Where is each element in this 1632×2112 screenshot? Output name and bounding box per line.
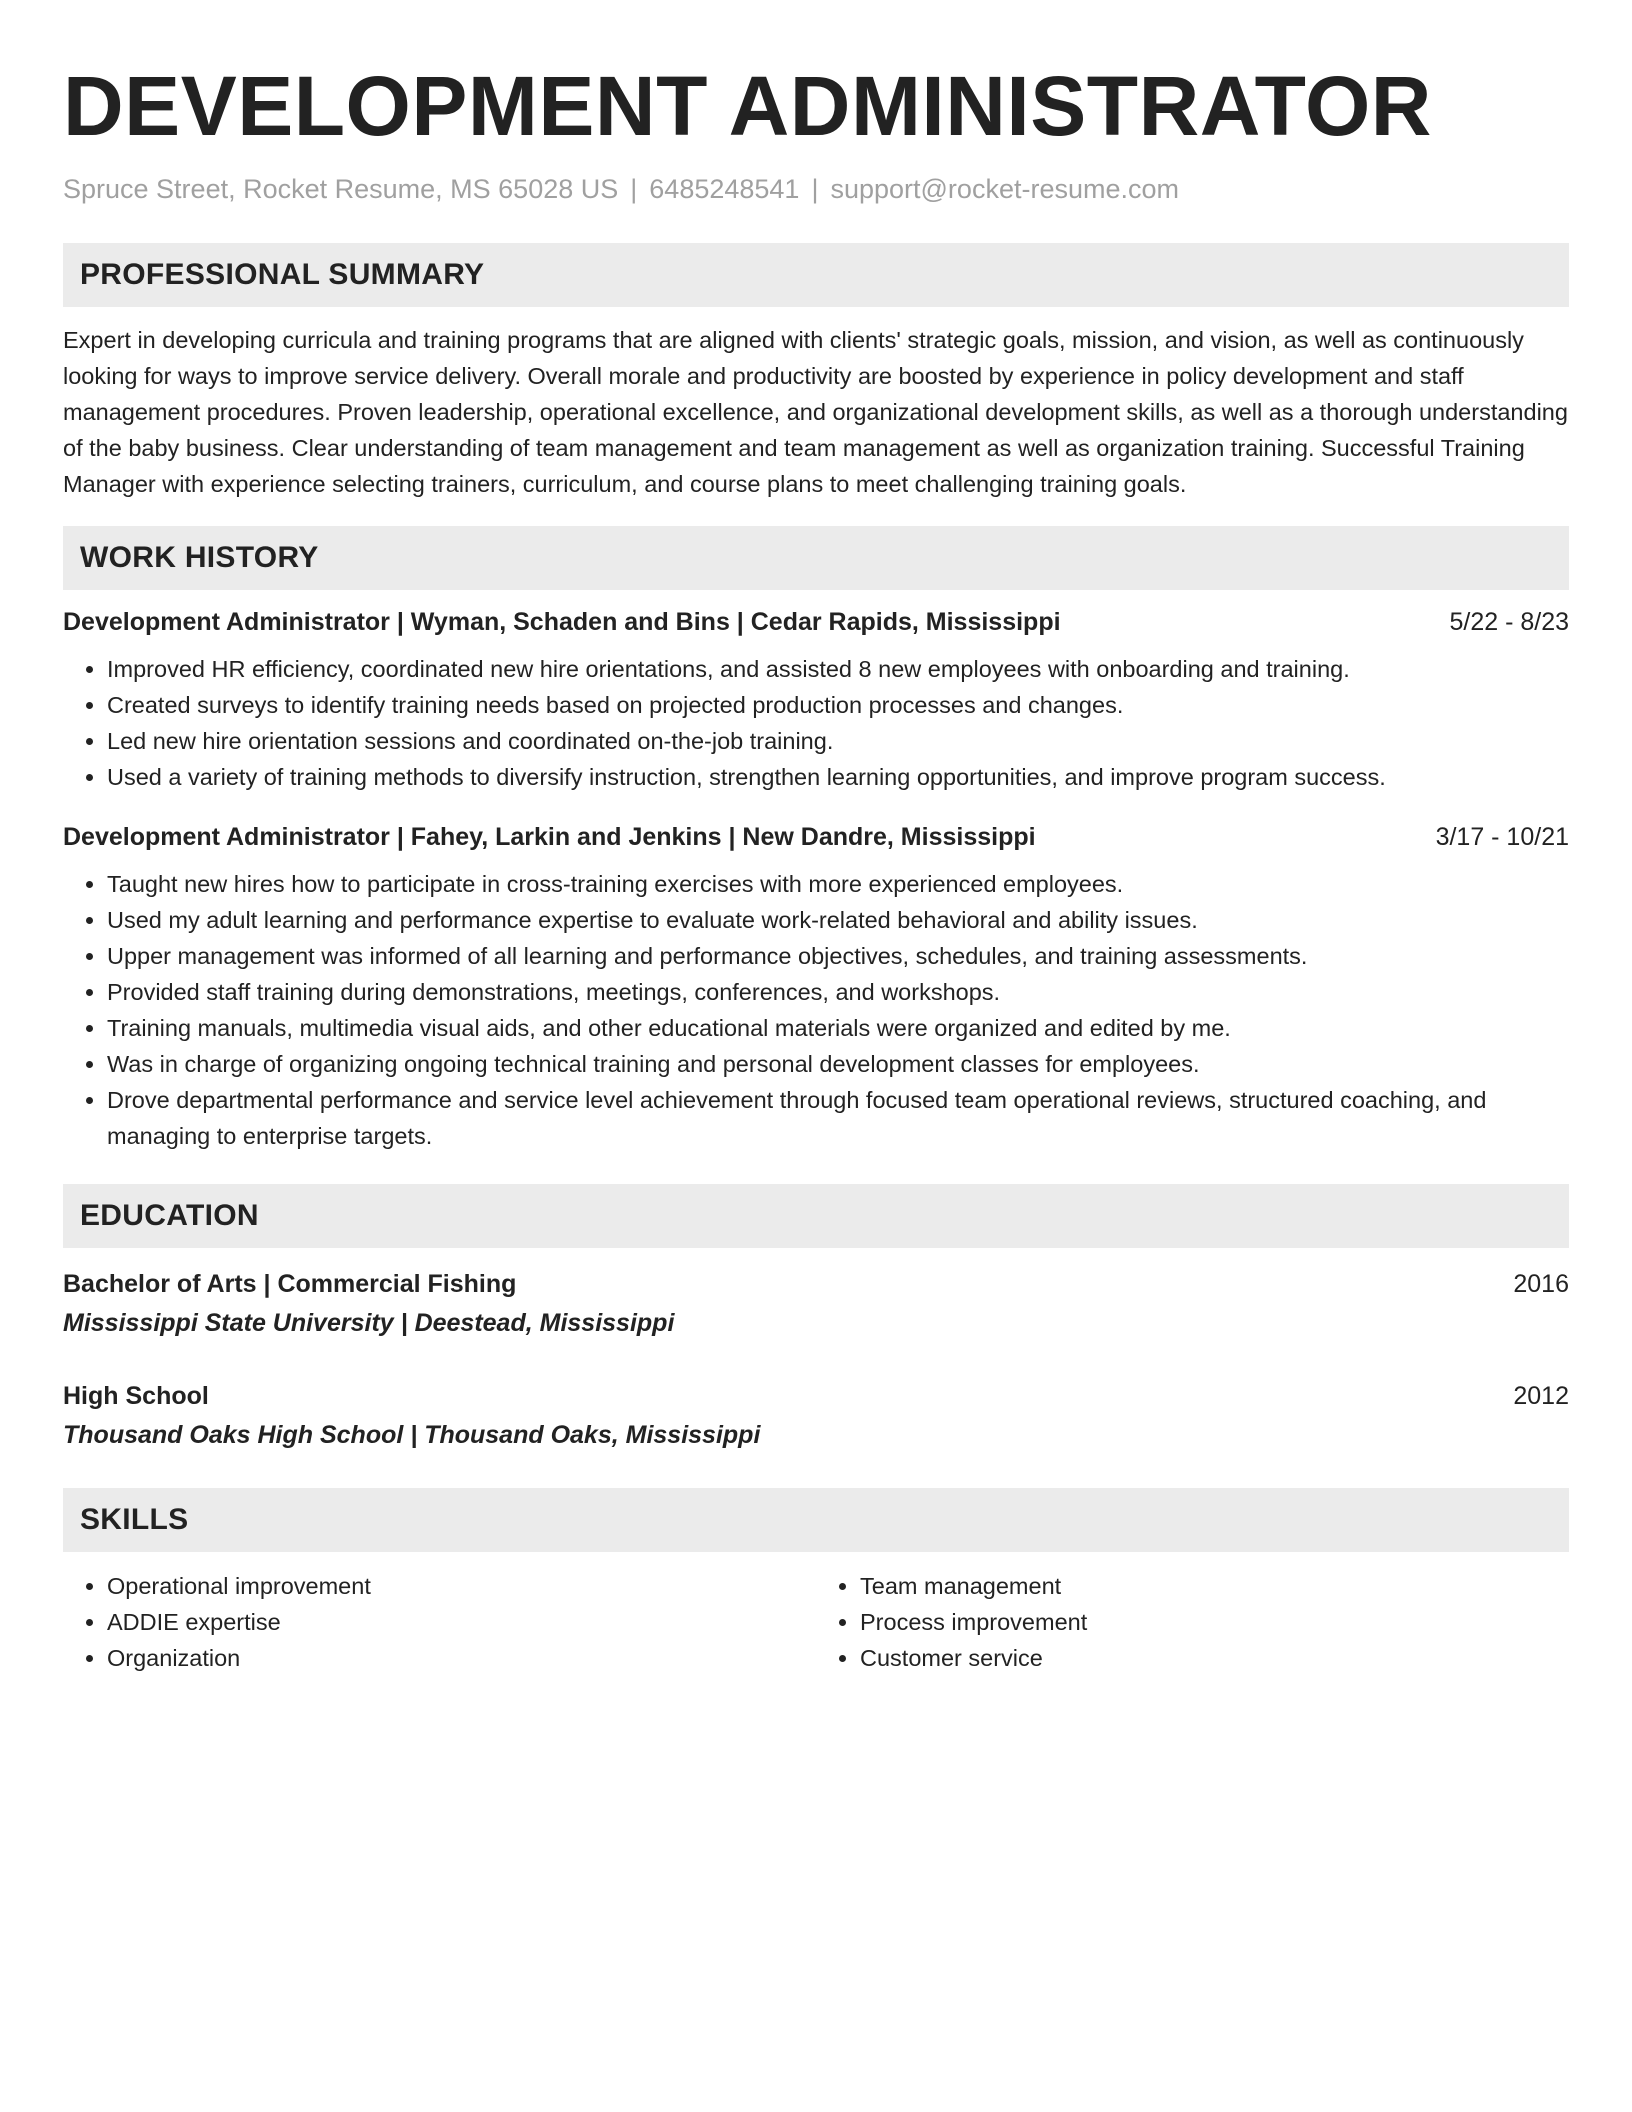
list-item: • Taught new hires how to participate in cross-training exercises with more experienced employees. — [107, 866, 1569, 902]
skills-column-right — [816, 1568, 1569, 1676]
section-header-work-history — [63, 526, 1569, 590]
list-item: • Upper management was informed of all learning and performance objectives, schedules, and training assessments. — [107, 938, 1569, 974]
skills-list — [63, 1568, 1569, 1676]
education-header — [63, 1382, 1569, 1411]
job-title: Development Administrator | Wyman, Schaden and Bins | Cedar Rapids, Mississippi — [63, 608, 1061, 637]
contact-separator: | — [811, 174, 819, 205]
section-title: EDUCATION — [80, 1199, 259, 1233]
job-dates: 5/22 - 8/23 — [1449, 608, 1569, 637]
list-item: • Provided staff training during demonstrations, meetings, conferences, and workshops. — [107, 974, 1569, 1010]
list-item: • Used my adult learning and performance expertise to evaluate work-related behavioral and ability issues. — [107, 902, 1569, 938]
summary-text: Expert in developing curricula and training programs that are aligned with clients' strategic goals, mission, and vision, as well as continuously looking for ways to improve service delivery. Overall morale and productivity are boosted by experience in policy development and staff management procedures. Proven leadership, operational excellence, and organizational development skills, as well as a thorough understanding of the baby business. Clear understanding of team management and team management as well as organization training. Successful Training Manager with experience selecting trainers, curriculum, and course plans to meet challenging training goals. — [63, 327, 1568, 498]
job-header — [63, 608, 1569, 637]
section-header-summary — [63, 243, 1569, 307]
job-title: Development Administrator | Fahey, Larkin and Jenkins | New Dandre, Mississippi — [63, 823, 1036, 852]
section-header-education — [63, 1184, 1569, 1248]
contact-separator: | — [630, 174, 638, 205]
resume-header — [63, 60, 1569, 205]
job-dates: 3/17 - 10/21 — [1435, 823, 1569, 852]
section-title: PROFESSIONAL SUMMARY — [80, 258, 485, 292]
job-entry — [63, 608, 1569, 795]
job-header — [63, 823, 1569, 852]
list-item: • ADDIE expertise — [107, 1604, 816, 1640]
list-item: • Drove departmental performance and service level achievement through focused team operational reviews, structured coaching, and managing to enterprise targets. — [107, 1082, 1569, 1154]
list-item: • Led new hire orientation sessions and coordinated on-the-job training. — [107, 723, 1569, 759]
education-header — [63, 1270, 1569, 1299]
skills-column-left — [63, 1568, 816, 1676]
job-bullets — [63, 866, 1569, 1154]
contact-email: support@rocket-resume.com — [830, 174, 1179, 205]
education-school: Mississippi State University | Deestead, Mississippi — [63, 1309, 675, 1338]
list-item: • Organization — [107, 1640, 816, 1676]
list-item: • Was in charge of organizing ongoing technical training and personal development classes for employees. — [107, 1046, 1569, 1082]
education-year: 2012 — [1513, 1382, 1569, 1411]
list-item: • Used a variety of training methods to diversify instruction, strengthen learning opportunities, and improve program success. — [107, 759, 1569, 795]
education-degree: Bachelor of Arts | Commercial Fishing — [63, 1270, 517, 1299]
education-entry — [63, 1382, 1569, 1450]
education-degree: High School — [63, 1382, 209, 1411]
list-item: • Operational improvement — [107, 1568, 816, 1604]
list-item: • Process improvement — [860, 1604, 1569, 1640]
list-item: • Improved HR efficiency, coordinated new hire orientations, and assisted 8 new employees with onboarding and training. — [107, 651, 1569, 687]
section-title: WORK HISTORY — [80, 541, 319, 575]
contact-address: Spruce Street, Rocket Resume, MS 65028 US — [63, 174, 619, 205]
contact-line — [63, 174, 1569, 205]
section-header-skills — [63, 1488, 1569, 1552]
section-title: SKILLS — [80, 1503, 189, 1537]
education-school: Thousand Oaks High School | Thousand Oaks, Mississippi — [63, 1421, 761, 1450]
job-bullets — [63, 651, 1569, 795]
contact-phone: 6485248541 — [649, 174, 800, 205]
candidate-name: DEVELOPMENT ADMINISTRATOR — [63, 59, 1432, 153]
list-item: • Team management — [860, 1568, 1569, 1604]
education-entry — [63, 1270, 1569, 1338]
job-entry — [63, 823, 1569, 1154]
list-item: • Created surveys to identify training needs based on projected production processes and changes. — [107, 687, 1569, 723]
education-year: 2016 — [1513, 1270, 1569, 1299]
list-item: • Training manuals, multimedia visual aids, and other educational materials were organized and edited by me. — [107, 1010, 1569, 1046]
list-item: • Customer service — [860, 1640, 1569, 1676]
